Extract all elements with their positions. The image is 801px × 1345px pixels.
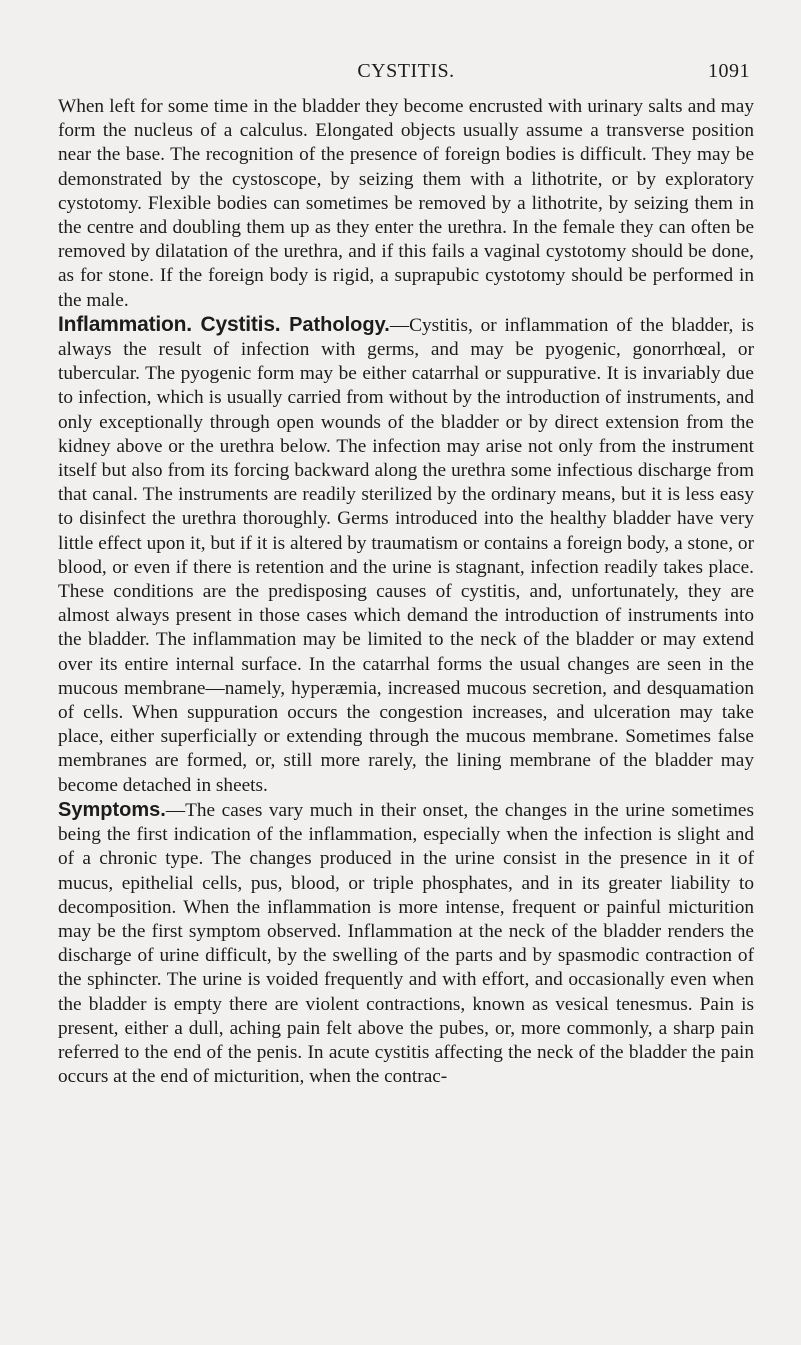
body-text — [58, 95, 754, 1089]
page-number: 1091 — [708, 60, 750, 82]
running-title: CYSTITIS. — [357, 60, 455, 82]
subheading-pathology: Pathology. — [289, 313, 390, 336]
section-heading-cystitis: Inflammation. Cystitis. — [58, 312, 290, 336]
subheading-symptoms: Symptoms. — [58, 798, 166, 821]
paragraph-symptoms: Symptoms.—The cases vary much in their onset, the changes in the urine sometimes being the first indication of the inflammation, especially when the infection is slight and of a chronic type. The changes produced in the urine consist in the presence in it of mucus, epithelial cells, pus, blood, or triple phosphates, and in its greater liability to decomposition. When the inflammation is more intense, frequent or painful micturition may be the first symptom observed. Inflammation at the neck of the bladder renders the discharge of urine difficult, by the swelling of the parts and by spasmodic contraction of the sphincter. The urine is voided frequently and with effort, and occasionally even when the bladder is empty there are violent contractions, known as vesical tenesmus. Pain is present, either a dull, aching pain felt above the pubes, or, more commonly, a sharp pain referred to the end of the penis. In acute cystitis affecting the neck of the bladder the pain occurs at the end of micturition, when the contrac- — [58, 798, 754, 1088]
symptoms-text: The cases vary much in their onset, the changes in the urine sometimes being the first indication of the inflammation, especially when the infection is slight and of a chronic type. The changes produced in the urine consist in the presence in it of mucus, epithelial cells, pus, blood, or triple phosphates, and in its greater liability to decomposition. When the inflammation is more intense, frequent or painful micturition may be the first symptom observed. Inflammation at the neck of the bladder renders the discharge of urine difficult, by the swelling of the parts and by spasmodic contraction of the sphincter. The urine is voided frequently and with effort, and occasionally even when the bladder is empty there are violent contractions, known as vesical tenesmus. Pain is present, either a dull, aching pain felt above the pubes, or, more commonly, a sharp pain referred to the end of the penis. In acute cystitis affecting the neck of the bladder the pain occurs at the end of micturition, when the contrac- — [58, 799, 754, 1088]
running-head — [58, 60, 754, 86]
paragraph-foreign-bodies: When left for some time in the bladder they become encrusted with urinary salts and may form the nucleus of a calculus. Elongated objects usually assume a transverse position near the base. The recognition of the presence of foreign bodies is difficult. They may be demonstrated by the cystoscope, by seizing them with a lithotrite, or by exploratory cystotomy. Flexible bodies can sometimes be removed by a lithotrite, by seizing them in the centre and doubling them up as they enter the urethra. In the female they can often be removed by dilatation of the urethra, and if this fails a vaginal cystotomy should be done, as for stone. If the foreign body is rigid, a suprapubic cystotomy should be performed in the male. — [58, 96, 754, 311]
paragraph-cystitis-pathology: Inflammation. Cystitis. Pathology.—Cystitis, or inflammation of the bladder, is always the result of infection with germs, and may be pyogenic, gonorrhœal, or tubercular. The pyogenic form may be either catarrhal or suppurative. It is invariably due to infection, which is usually carried from without by the introduction of instruments, and only exceptionally through open wounds of the bladder or by direct extension from the kidney above or the urethra below. The infection may arise not only from the instrument itself but also from its forcing backward along the urethra some infectious discharge from that canal. The instruments are readily sterilized by the ordinary means, but it is less easy to disinfect the urethra thoroughly. Germs introduced into the healthy bladder have very little effect upon it, but if it is altered by traumatism or contains a foreign body, a stone, or blood, or even if there is retention and the urine is stagnant, infection readily takes place. These conditions are the predisposing causes of cystitis, and, unfortunately, they are almost always present in those cases which demand the introduction of instruments into the bladder. The inflammation may be limited to the neck of the bladder or may extend over its entire internal surface. In the catarrhal forms the usual changes are seen in the mucous membrane—namely, hyperæmia, increased mucous secretion, and desquamation of cells. When suppuration occurs the congestion increases, and ulceration may take place, either superficially or extending through the mucous membrane. Sometimes false membranes are formed, or, still more rarely, the lining membrane of the bladder may become detached in sheets. — [58, 312, 754, 796]
pathology-text: Cystitis, or inflammation of the bladder, is always the result of infection with germs, and may be pyogenic, gonorrhœal, or tubercular. The pyogenic form may be either catarrhal or suppurative. It is invariably due to infection, which is usually carried from without by the introduction of instruments, and only exceptionally through open wounds of the bladder or by direct extension from the kidney above or the urethra below. The infection may arise not only from the instrument itself but also from its forcing backward along the urethra some infectious discharge from that canal. The instruments are readily sterilized by the ordinary means, but it is less easy to disinfect the urethra thoroughly. Germs introduced into the healthy bladder have very little effect upon it, but if it is altered by traumatism or contains a foreign body, a stone, or blood, or even if there is retention and the urine is stagnant, infection readily takes place. These conditions are the predisposing causes of cystitis, and, unfortunately, they are almost always present in those cases which demand the introduction of instruments into the bladder. The inflammation may be limited to the neck of the bladder or may extend over its entire internal surface. In the catarrhal forms the usual changes are seen in the mucous membrane—namely, hyperæmia, increased mucous secretion, and desquamation of cells. When suppuration occurs the congestion increases, and ulceration may take place, either superficially or extending through the mucous membrane. Sometimes false membranes are formed, or, still more rarely, the lining membrane of the bladder may become detached in sheets. — [58, 314, 754, 796]
